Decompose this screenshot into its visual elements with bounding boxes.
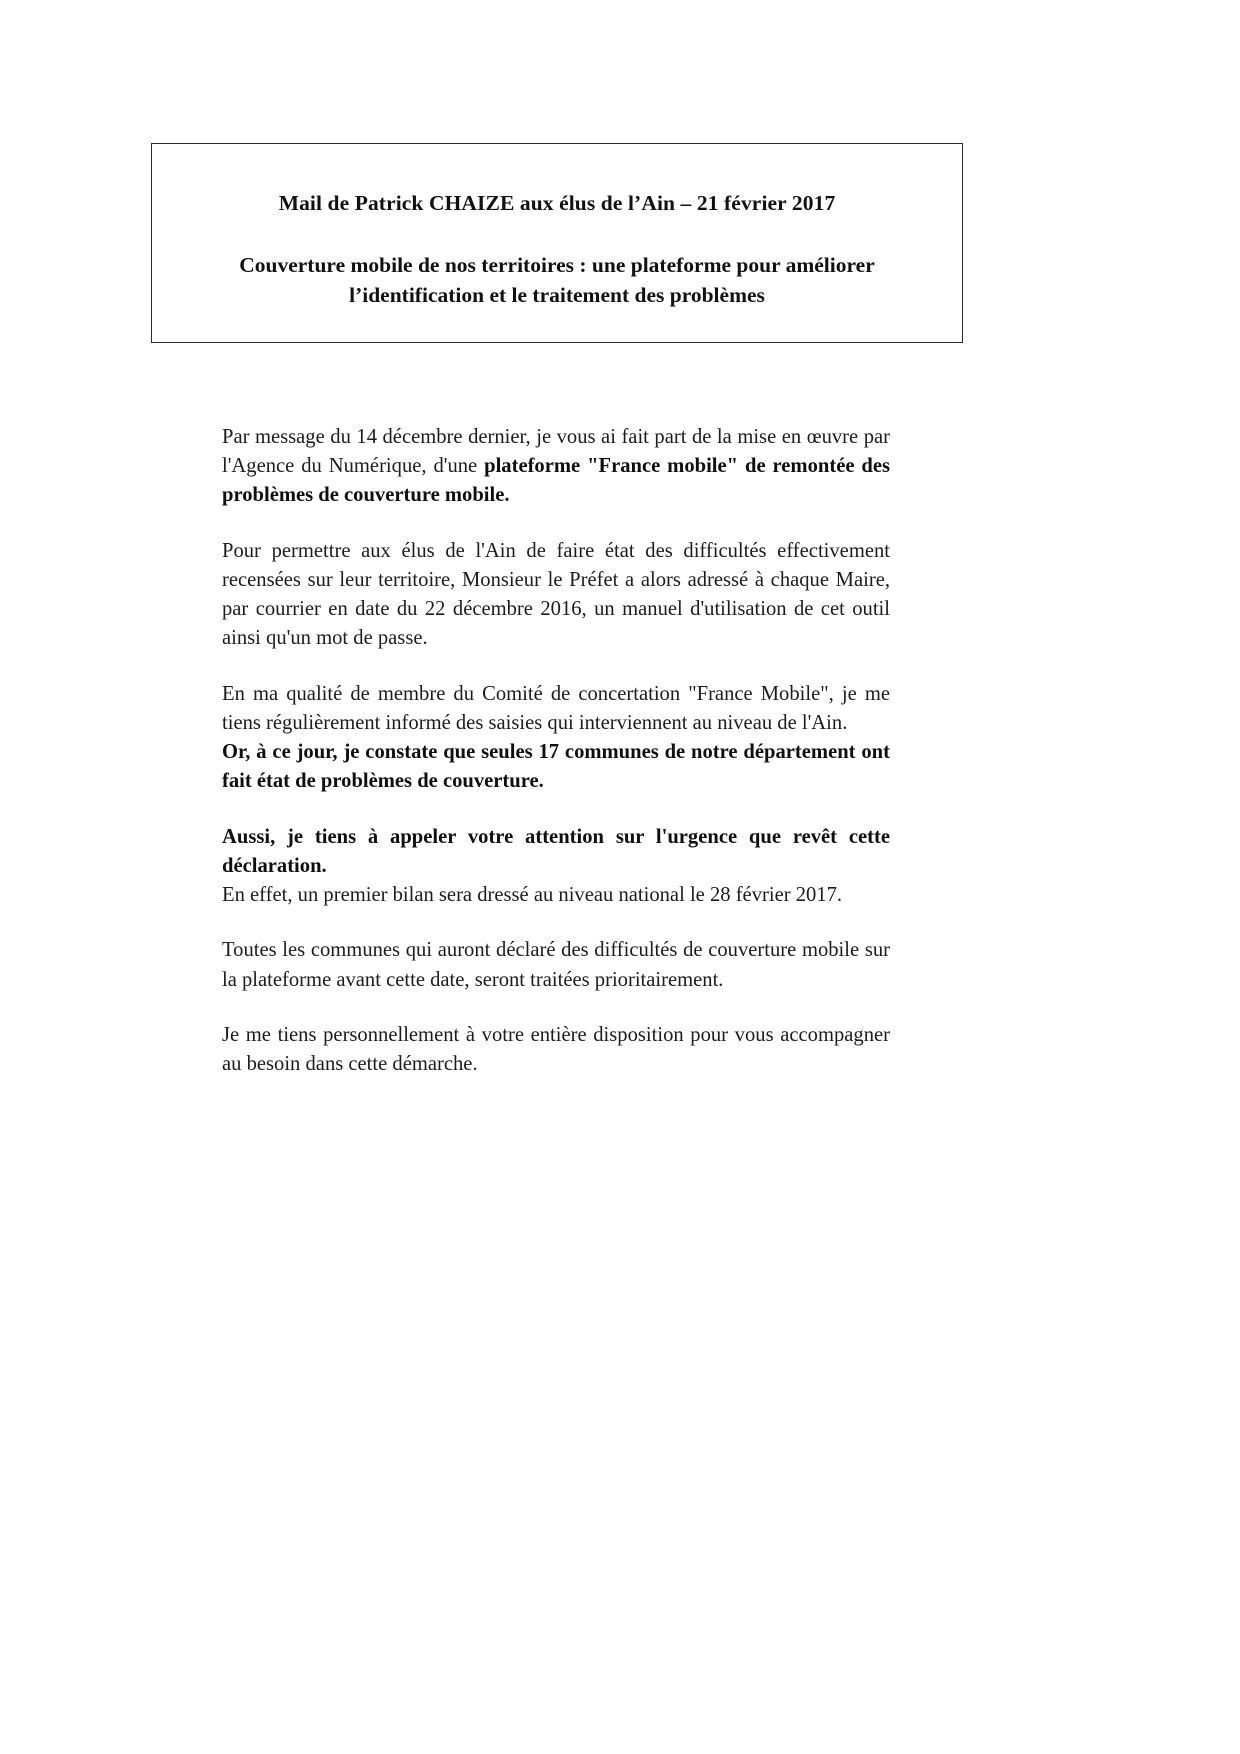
paragraph-1-lead: Par message du 14 décembre dernier, je vous ai fait part de la mise en œuvre par l'Agence du Numérique, d'une xyxy=(222,426,890,478)
paragraph-1-bold: plateforme "France mobile" de remontée des problèmes de couverture mobile. xyxy=(222,455,890,507)
page-subtitle: Couverture mobile de nos territoires : une plateforme pour améliorer l’identification et le traitement des problèmes xyxy=(239,252,875,307)
paragraph-6: Je me tiens personnellement à votre entière disposition pour vous accompagner au besoin dans cette démarche. xyxy=(222,1023,890,1075)
title-box-content xyxy=(152,144,962,310)
paragraph-3-bold-statement: Or, à ce jour, je constate que seules 17 communes de notre département ont fait état de problèmes de couverture. xyxy=(222,741,890,793)
page-title: Mail de Patrick CHAIZE aux élus de l’Ain – 21 février 2017 xyxy=(278,191,836,215)
paragraph-3: En ma qualité de membre du Comité de concertation "France Mobile", je me tiens régulièrement informé des saisies qui interviennent au niveau de l'Ain. xyxy=(222,682,890,734)
paragraph-4-plain: En effet, un premier bilan sera dressé au niveau national le 28 février 2017. xyxy=(222,884,843,907)
title-box xyxy=(151,143,963,343)
paragraph-5: Toutes les communes qui auront déclaré des difficultés de couverture mobile sur la plateforme avant cette date, seront traitées prioritairement. xyxy=(222,939,890,991)
paragraph-1 xyxy=(222,423,890,511)
paragraph-2: Pour permettre aux élus de l'Ain de faire état des difficultés effectivement recensées sur leur territoire, Monsieur le Préfet a alors adressé à chaque Maire, par courrier en date du 22 décembre 2016, un manuel d'utilisation de cet outil ainsi qu'un mot de passe. xyxy=(222,539,890,650)
document-body xyxy=(222,423,890,1079)
paragraph-4-bold-statement: Aussi, je tiens à appeler votre attention sur l'urgence que revêt cette déclaration. xyxy=(222,825,890,877)
